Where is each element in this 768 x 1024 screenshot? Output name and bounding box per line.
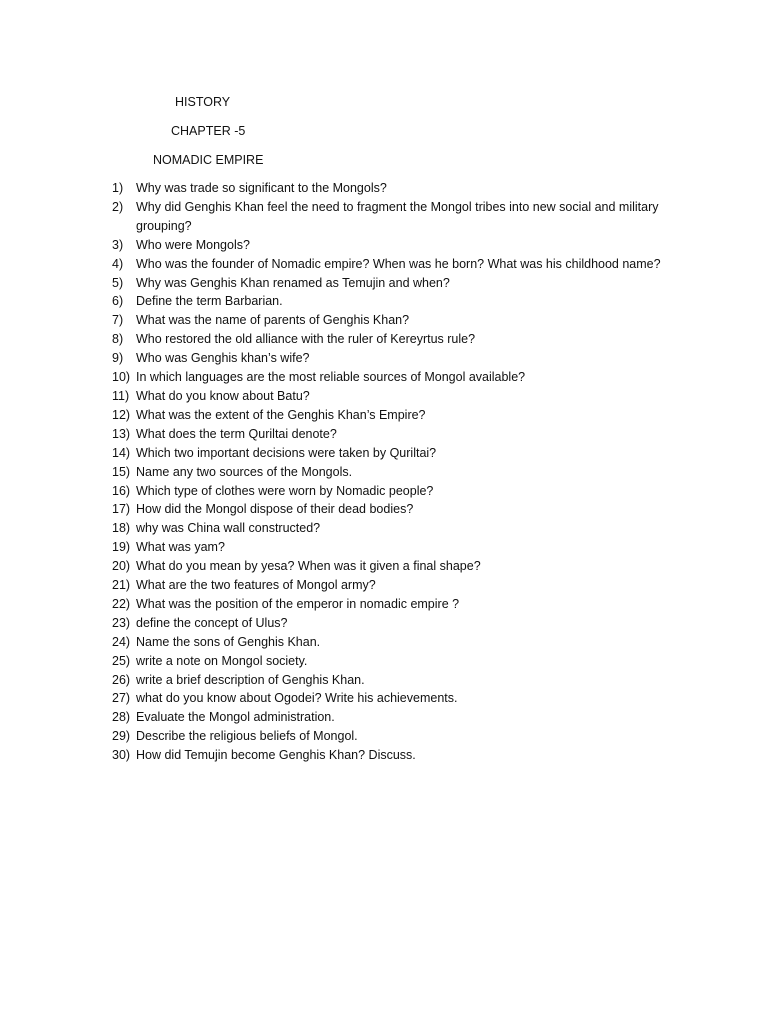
question-text: What are the two features of Mongol army?	[136, 578, 376, 593]
question-number: 16)	[112, 483, 131, 498]
question-item	[112, 482, 712, 501]
question-item	[112, 406, 712, 425]
question-number: 28)	[112, 710, 131, 725]
question-text: Why was trade so significant to the Mongols?	[136, 181, 387, 195]
question-item	[112, 368, 712, 387]
question-text: Who were Mongols?	[136, 237, 250, 252]
question-item	[112, 727, 712, 746]
question-text: In which languages are the most reliable sources of Mongol available?	[136, 370, 526, 385]
question-number: 13)	[112, 426, 131, 441]
question-item	[112, 179, 712, 198]
question-number: 8)	[112, 332, 124, 347]
question-text: Who restored the old alliance with the ruler of Kereyrtus rule?	[136, 332, 476, 347]
question-item	[112, 746, 712, 765]
question-item	[112, 519, 712, 538]
question-text: write a brief description of Genghis Khan.	[136, 672, 365, 687]
subject-heading: HISTORY	[175, 95, 231, 109]
question-number: 1)	[112, 181, 124, 195]
question-number: 29)	[112, 729, 131, 744]
question-text: Evaluate the Mongol administration.	[136, 710, 335, 725]
question-item	[112, 689, 712, 708]
question-number: 14)	[112, 445, 131, 460]
question-text: Describe the religious beliefs of Mongol.	[136, 729, 358, 744]
question-text: Name any two sources of the Mongols.	[136, 464, 353, 479]
question-text: Who was Genghis khan’s wife?	[136, 351, 310, 366]
question-item	[112, 614, 712, 633]
question-number: 30)	[112, 748, 131, 763]
question-item	[112, 500, 712, 519]
question-text: define the concept of Ulus?	[136, 615, 288, 630]
question-item	[112, 708, 712, 727]
question-item	[112, 538, 712, 557]
document-title: NOMADIC EMPIRE	[153, 153, 264, 167]
question-text: Who was the founder of Nomadic empire? When was he born? What was his childhood name?	[136, 256, 661, 271]
question-number: 15)	[112, 464, 131, 479]
question-text: Name the sons of Genghis Khan.	[136, 634, 321, 649]
question-number: 19)	[112, 540, 131, 555]
question-item	[112, 292, 712, 311]
question-item	[112, 595, 712, 614]
question-item	[112, 652, 712, 671]
question-item	[112, 425, 712, 444]
question-text: what do you know about Ogodei? Write his achievements.	[136, 691, 458, 706]
question-number: 10)	[112, 370, 131, 385]
question-text: What do you know about Batu?	[136, 388, 310, 403]
question-number: 21)	[112, 578, 131, 593]
question-item	[112, 463, 712, 482]
question-number: 7)	[112, 313, 124, 328]
question-item	[112, 444, 712, 463]
question-text: Why was Genghis Khan renamed as Temujin and when?	[136, 275, 450, 290]
question-item	[112, 330, 712, 349]
question-text: write a note on Mongol society.	[136, 653, 308, 668]
question-number: 2)	[112, 199, 124, 214]
question-text: What does the term Quriltai denote?	[136, 426, 337, 441]
question-item	[112, 349, 712, 368]
question-text: How did Temujin become Genghis Khan? Discuss.	[136, 748, 416, 763]
question-number: 3)	[112, 237, 124, 252]
question-number: 12)	[112, 407, 131, 422]
question-item	[112, 387, 712, 406]
question-number: 27)	[112, 691, 131, 706]
question-text: What was the position of the emperor in nomadic empire ?	[136, 596, 460, 611]
question-number: 5)	[112, 275, 124, 290]
question-text: Why did Genghis Khan feel the need to fragment the Mongol tribes into new social and military grouping?	[136, 199, 659, 233]
question-item	[112, 576, 712, 595]
question-text: why was China wall constructed?	[136, 521, 321, 536]
question-number: 9)	[112, 351, 124, 366]
question-text: Define the term Barbarian.	[136, 294, 283, 309]
question-number: 18)	[112, 521, 131, 536]
question-item	[112, 557, 712, 576]
question-number: 22)	[112, 596, 131, 611]
question-text: Which two important decisions were taken by Quriltai?	[136, 445, 437, 460]
question-item	[112, 198, 712, 236]
question-item	[112, 311, 712, 330]
question-text: What do you mean by yesa? When was it given a final shape?	[136, 559, 481, 574]
question-item	[112, 633, 712, 652]
question-text: What was the name of parents of Genghis Khan?	[136, 313, 410, 328]
question-list	[112, 179, 712, 765]
question-number: 4)	[112, 256, 124, 271]
question-text: What was yam?	[136, 540, 225, 555]
question-number: 11)	[112, 388, 130, 403]
question-text: What was the extent of the Genghis Khan’s Empire?	[136, 407, 426, 422]
question-item	[112, 671, 712, 690]
question-item	[112, 255, 712, 274]
question-number: 24)	[112, 634, 131, 649]
question-text: Which type of clothes were worn by Nomadic people?	[136, 483, 434, 498]
question-number: 25)	[112, 653, 131, 668]
question-item	[112, 274, 712, 293]
question-number: 23)	[112, 615, 131, 630]
question-number: 26)	[112, 672, 131, 687]
question-number: 6)	[112, 294, 124, 309]
question-item	[112, 236, 712, 255]
question-number: 17)	[112, 502, 131, 517]
question-text: How did the Mongol dispose of their dead bodies?	[136, 502, 414, 517]
question-number: 20)	[112, 559, 131, 574]
chapter-heading: CHAPTER -5	[171, 124, 246, 138]
